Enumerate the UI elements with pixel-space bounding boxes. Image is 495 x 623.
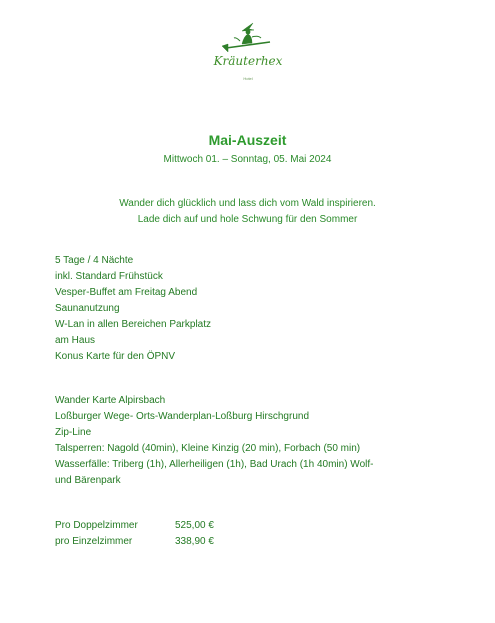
package-item: inkl. Standard Frühstück — [55, 271, 163, 282]
activity-item: Talsperren: Nagold (40min), Kleine Kinzig (20 min), Forbach (50 min) — [55, 443, 361, 454]
package-item: Konus Karte für den ÖPNV — [55, 351, 176, 362]
intro-line: Wander dich glücklich und lass dich vom Wald inspirieren. — [119, 198, 376, 209]
price-value: 338,90 € — [175, 536, 214, 547]
logo-subtext: Hotel — [243, 76, 253, 81]
date-range: Mittwoch 01. – Sonntag, 05. Mai 2024 — [163, 154, 332, 165]
logo-wordmark: Kräuterhex — [213, 54, 283, 68]
package-item: Saunanutzung — [55, 303, 120, 314]
package-item: am Haus — [55, 335, 96, 346]
package-item: Vesper-Buffet am Freitag Abend — [55, 287, 198, 298]
intro-line: Lade dich auf und hole Schwung für den Sommer — [137, 214, 358, 225]
price-row — [55, 534, 214, 550]
package-item: 5 Tage / 4 Nächte — [55, 255, 134, 266]
activity-item: Loßburger Wege- Orts-Wanderplan-Loßburg Hirschgrund — [55, 411, 309, 422]
activities-list — [55, 393, 385, 489]
price-label: pro Einzelzimmer — [55, 536, 133, 547]
logo — [212, 22, 284, 92]
activity-item: Wander Karte Alpirsbach — [55, 395, 166, 406]
price-row — [55, 518, 214, 534]
intro-text — [0, 196, 495, 228]
price-value: 525,00 € — [175, 520, 214, 531]
activity-item: Zip-Line — [55, 427, 92, 438]
price-list — [55, 518, 214, 550]
package-item: W-Lan in allen Bereichen Parkplatz — [55, 319, 212, 330]
price-label: Pro Doppelzimmer — [55, 520, 138, 531]
witch-on-broom-icon — [212, 22, 284, 56]
activity-item: Wasserfälle: Triberg (1h), Allerheiligen (1h), Bad Urach (1h 40min) Wolf- und Bärenpark — [55, 459, 374, 486]
package-list — [55, 253, 211, 365]
page-title: Mai-Auszeit — [208, 132, 287, 148]
